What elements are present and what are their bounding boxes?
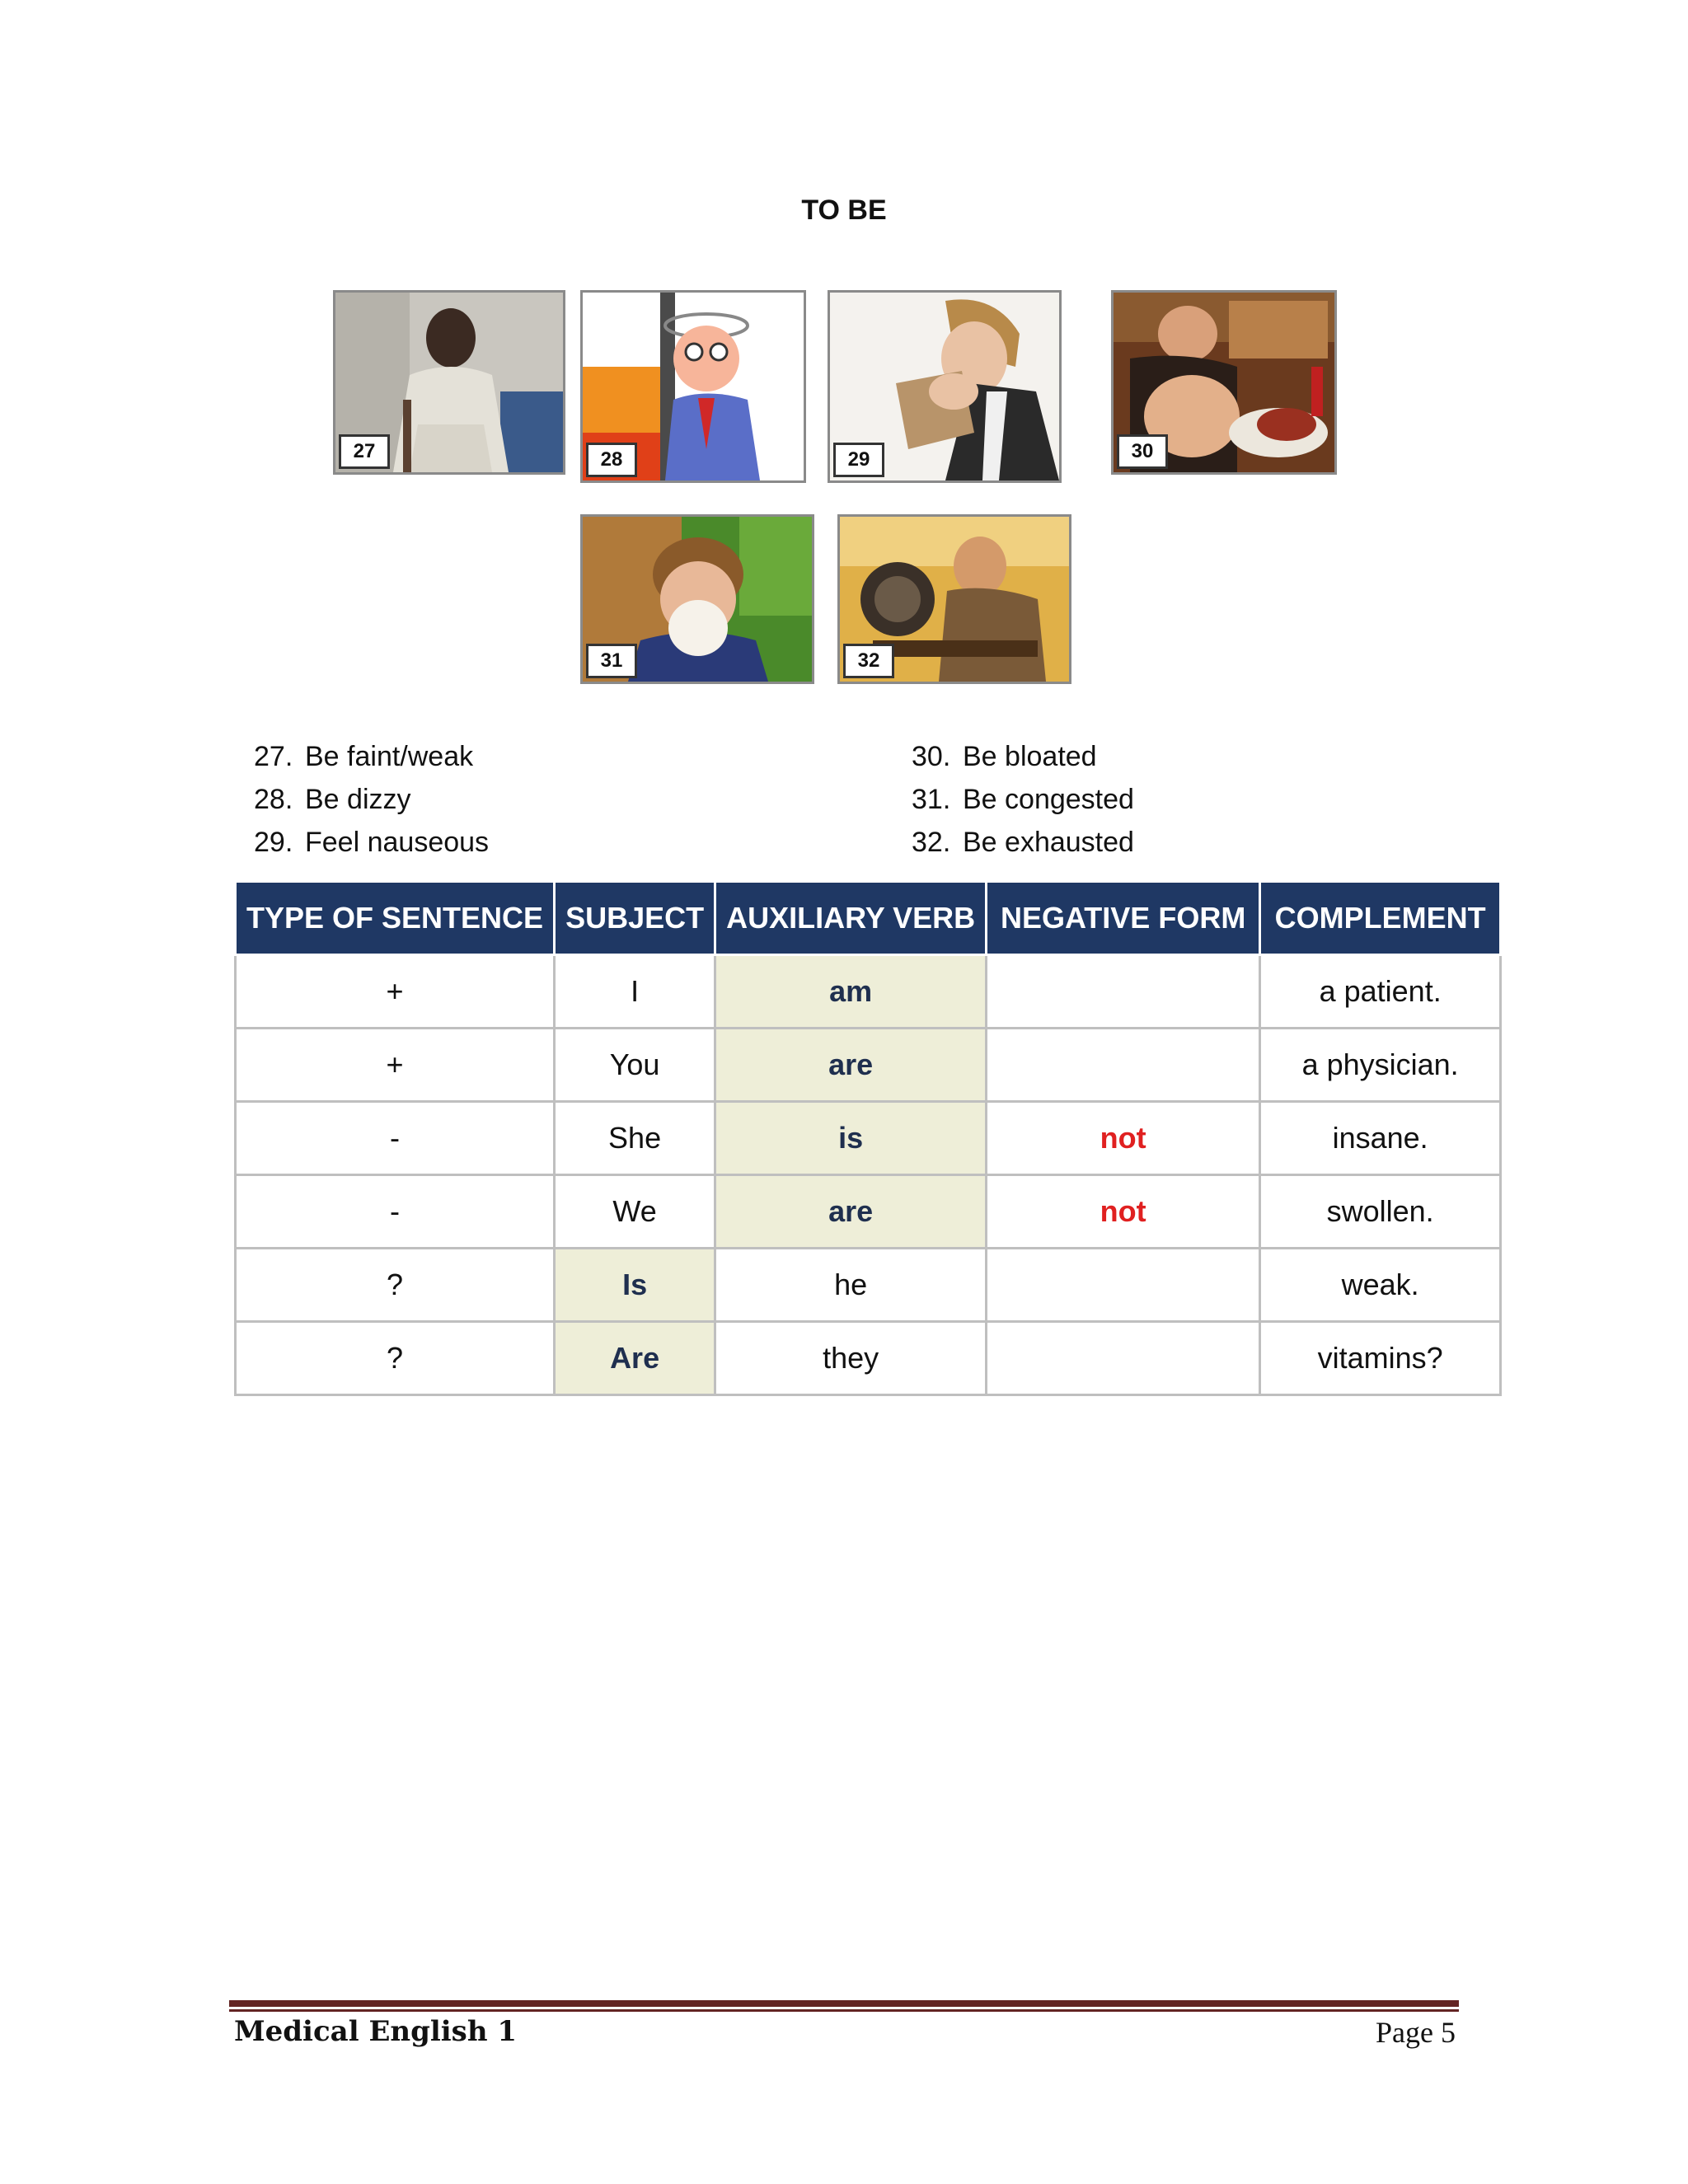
cell-auxiliary-inverted: Is <box>555 1249 715 1322</box>
header-type-of-sentence: TYPE OF SENTENCE <box>236 882 555 955</box>
list-item: 27. Be faint/weak <box>254 741 474 772</box>
cell-auxiliary: am <box>715 955 987 1029</box>
list-item: 29. Feel nauseous <box>254 827 490 858</box>
header-auxiliary-verb: AUXILIARY VERB <box>715 882 987 955</box>
cell-type: ? <box>236 1249 555 1322</box>
vocab-list-left <box>254 735 489 864</box>
table-row <box>236 1175 1501 1249</box>
footer-page-number: Page 5 <box>1376 2016 1456 2049</box>
cell-auxiliary-inverted: Are <box>555 1322 715 1395</box>
photo-28-dizzy <box>580 290 806 483</box>
table-row <box>236 1322 1501 1395</box>
cell-negative <box>987 1322 1260 1395</box>
footer-rule <box>229 2000 1459 2007</box>
cell-complement: insane. <box>1260 1102 1501 1175</box>
cell-auxiliary: is <box>715 1102 987 1175</box>
photo-number-badge: 30 <box>1117 434 1168 469</box>
list-item: 32. Be exhausted <box>912 827 1134 858</box>
header-complement: COMPLEMENT <box>1260 882 1501 955</box>
photo-number-badge: 28 <box>586 443 637 477</box>
cell-complement: weak. <box>1260 1249 1501 1322</box>
footer-rule-thin <box>229 2009 1459 2012</box>
cell-subject: She <box>555 1102 715 1175</box>
cell-subject: he <box>715 1249 987 1322</box>
photo-number-badge: 29 <box>833 443 884 477</box>
list-item: 31. Be congested <box>912 784 1134 815</box>
vocab-list-right <box>912 735 1134 864</box>
photo-number-badge: 31 <box>586 644 637 678</box>
cell-type: - <box>236 1102 555 1175</box>
table-row <box>236 1249 1501 1322</box>
header-negative-form: NEGATIVE FORM <box>987 882 1260 955</box>
photo-number-badge: 27 <box>339 434 390 469</box>
cell-auxiliary: are <box>715 1029 987 1102</box>
photo-number-badge: 32 <box>843 644 894 678</box>
cell-complement: vitamins? <box>1260 1322 1501 1395</box>
list-item: 28. Be dizzy <box>254 784 411 815</box>
cell-subject: I <box>555 955 715 1029</box>
cell-subject: You <box>555 1029 715 1102</box>
cell-type: + <box>236 955 555 1029</box>
table-row <box>236 1102 1501 1175</box>
cell-negative <box>987 1029 1260 1102</box>
photo-29-nauseous <box>828 290 1062 483</box>
list-item: 30. Be bloated <box>912 741 1097 772</box>
photo-32-exhausted <box>837 514 1071 684</box>
table-row <box>236 1029 1501 1102</box>
cell-negative: not <box>987 1102 1260 1175</box>
footer-book-title: Medical English 1 <box>234 2015 518 2048</box>
cell-type: - <box>236 1175 555 1249</box>
cell-negative <box>987 1249 1260 1322</box>
table-header-row <box>236 882 1501 955</box>
page-title: TO BE <box>801 194 887 226</box>
cell-subject: We <box>555 1175 715 1249</box>
cell-complement: a patient. <box>1260 955 1501 1029</box>
cell-negative <box>987 955 1260 1029</box>
header-subject: SUBJECT <box>555 882 715 955</box>
photo-27-faint-weak <box>333 290 565 475</box>
cell-type: ? <box>236 1322 555 1395</box>
cell-negative: not <box>987 1175 1260 1249</box>
photo-30-bloated <box>1111 290 1337 475</box>
cell-complement: swollen. <box>1260 1175 1501 1249</box>
cell-type: + <box>236 1029 555 1102</box>
cell-subject: they <box>715 1322 987 1395</box>
cell-complement: a physician. <box>1260 1029 1501 1102</box>
to-be-grammar-table <box>234 880 1502 1396</box>
cell-auxiliary: are <box>715 1175 987 1249</box>
photo-31-congested <box>580 514 814 684</box>
table-row <box>236 955 1501 1029</box>
